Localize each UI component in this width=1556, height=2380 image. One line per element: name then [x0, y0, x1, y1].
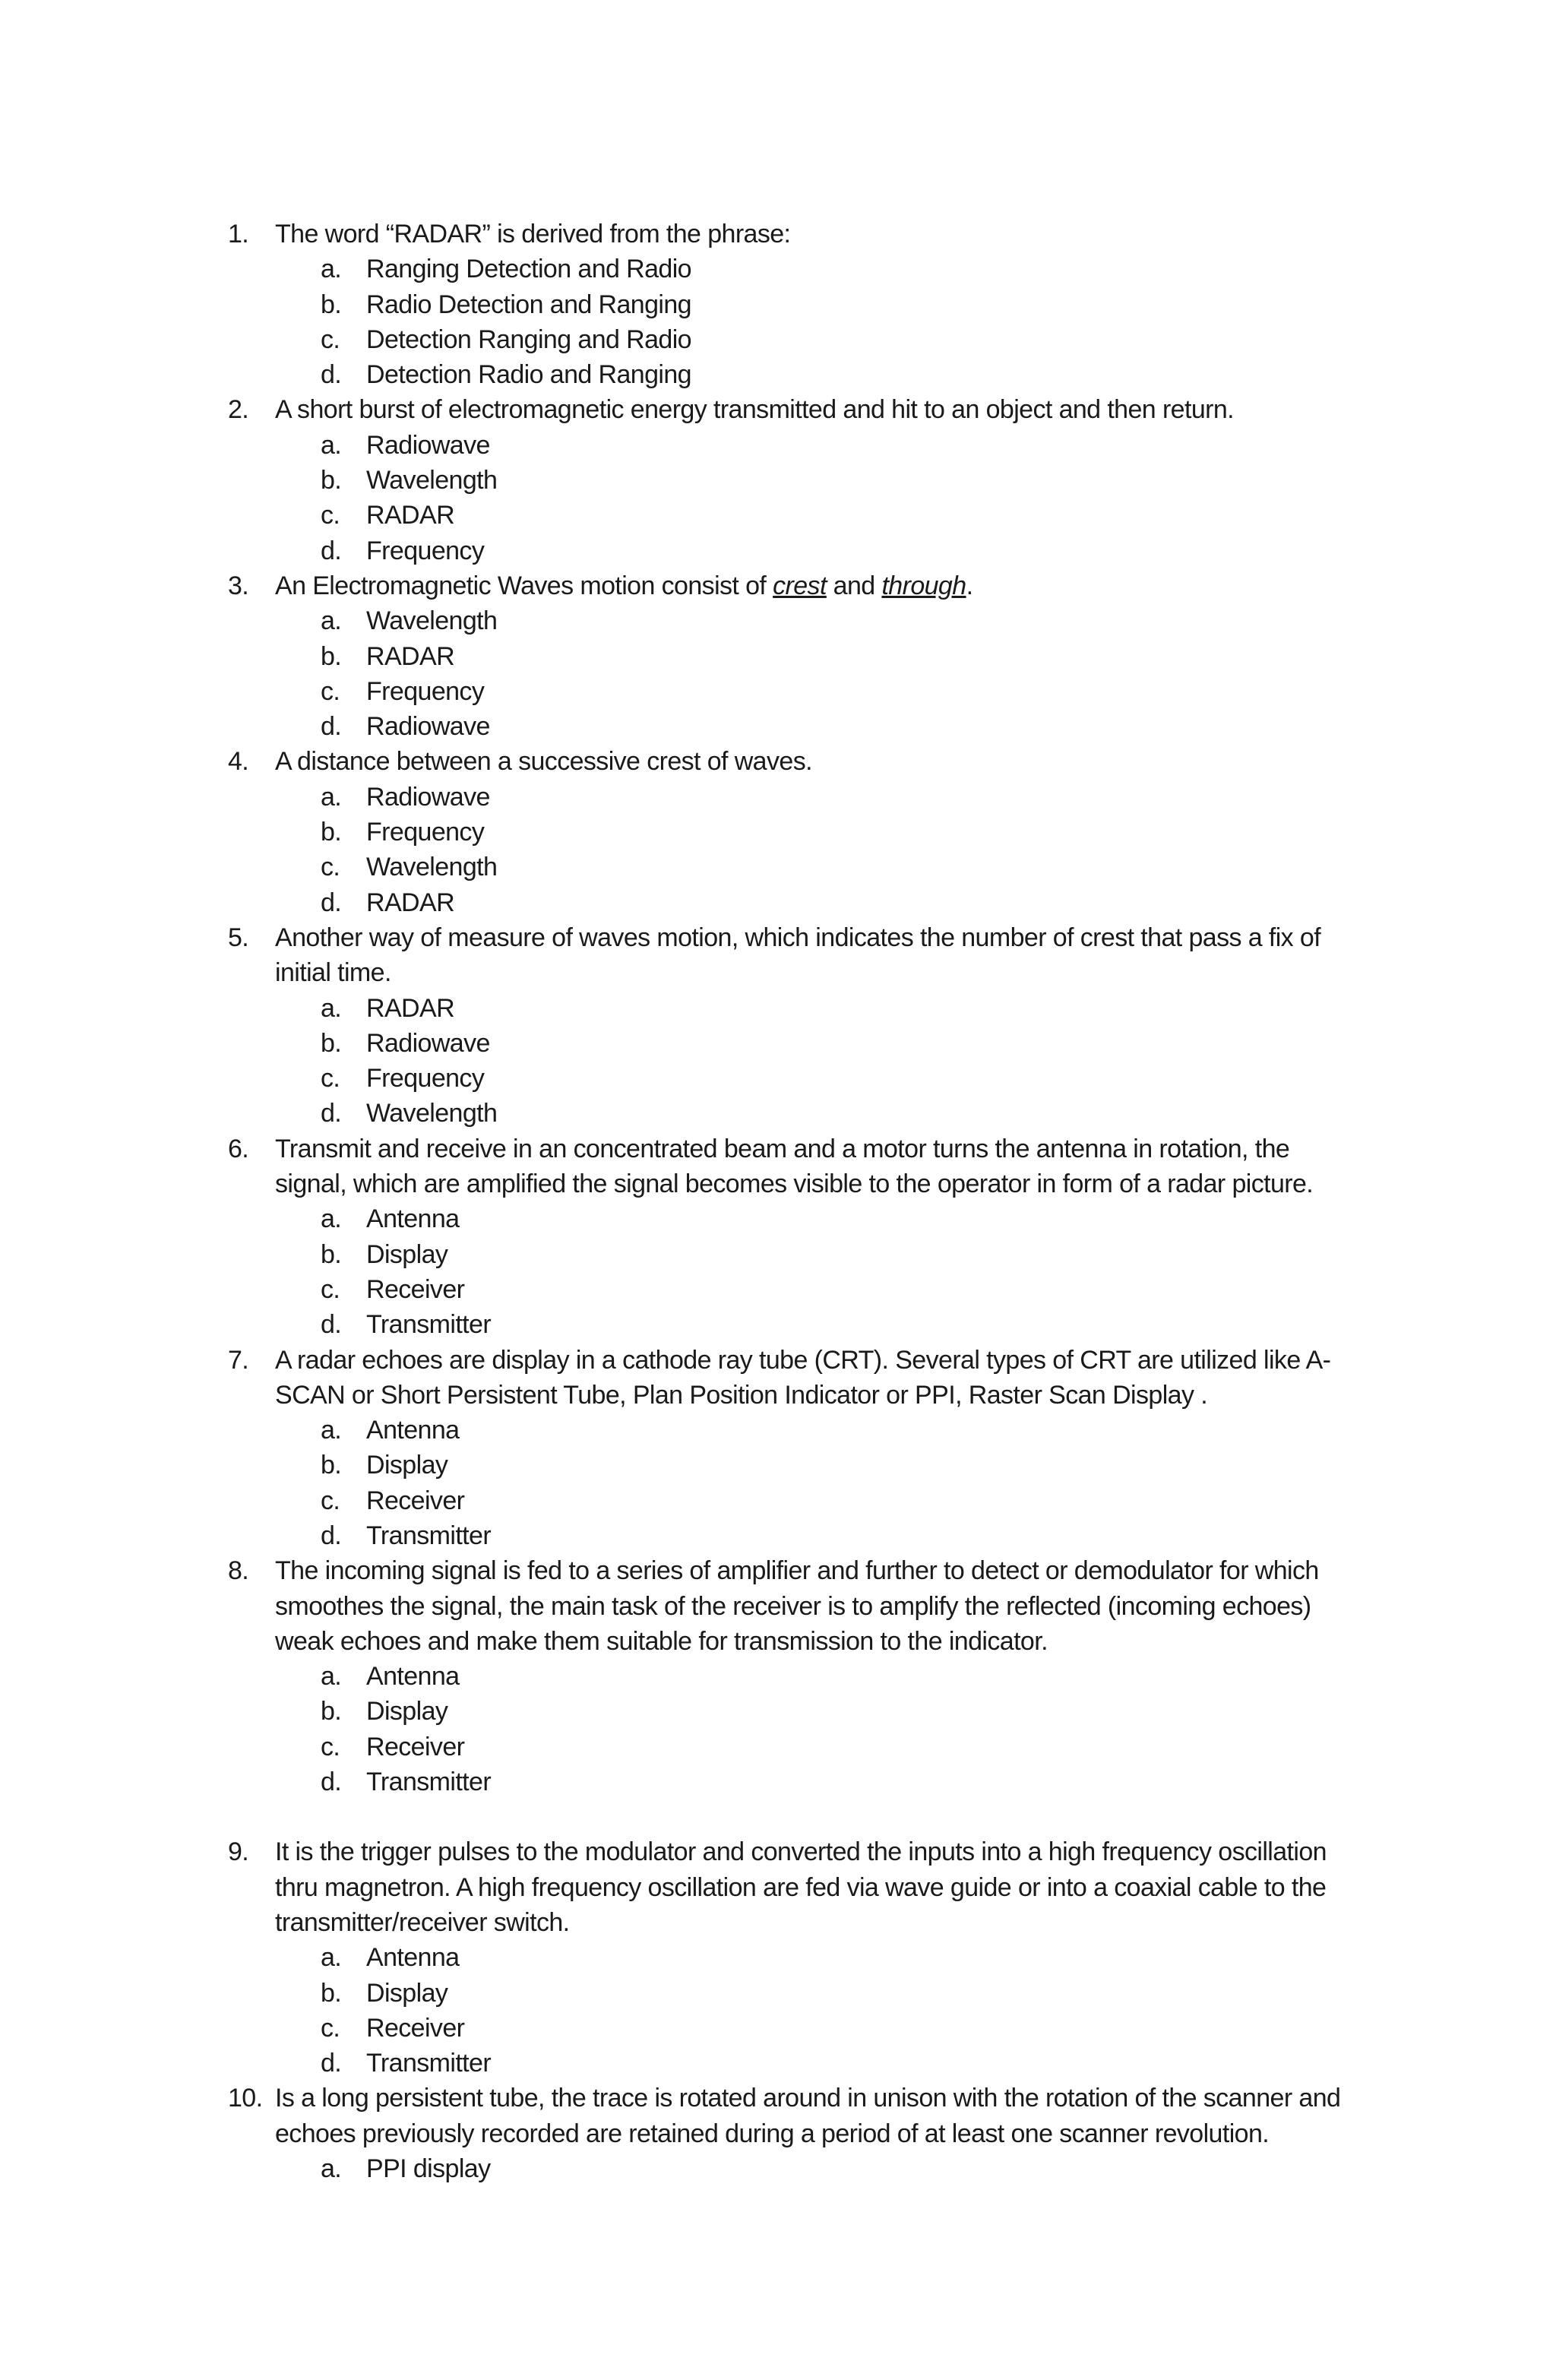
option-c	[228, 1730, 1368, 1764]
question-6	[228, 1131, 1368, 1343]
option-text: Antenna	[366, 1662, 460, 1692]
option-text: Radiowave	[366, 430, 490, 460]
option-b	[228, 463, 1368, 498]
option-letter: b.	[321, 1239, 342, 1269]
option-d	[228, 1307, 1368, 1342]
option-text: Detection Radio and Ranging	[366, 360, 691, 390]
option-letter: d.	[321, 712, 342, 742]
question-stem	[228, 1834, 1368, 1940]
question-text: A radar echoes are display in a cathode ray tube (CRT). Several types of CRT are utilized like A-SCAN or Short Persistent Tube, Plan Position Indicator or PPI, Raster Scan Display .	[275, 1345, 1331, 1410]
option-text: Antenna	[366, 1204, 460, 1234]
question-3	[228, 568, 1368, 744]
question-number: 1.	[228, 220, 249, 248]
option-list	[228, 1940, 1368, 2081]
option-letter: a.	[321, 2154, 342, 2184]
option-text: Wavelength	[366, 853, 498, 882]
option-letter: c.	[321, 676, 340, 706]
option-d	[228, 885, 1368, 920]
option-text: Transmitter	[366, 2049, 492, 2078]
option-letter: a.	[321, 1416, 342, 1445]
option-text: Transmitter	[366, 1521, 492, 1550]
option-b	[228, 1976, 1368, 2011]
option-letter: b.	[321, 1451, 342, 1480]
option-b	[228, 1026, 1368, 1061]
option-text: PPI display	[366, 2154, 491, 2184]
option-list	[228, 252, 1368, 392]
question-text: It is the trigger pulses to the modulator and converted the inputs into a high frequency oscillation thru magnetron. A high frequency oscillation are fed via wave guide or into a coaxial cable to the transmitter/receiver switch.	[275, 1837, 1327, 1937]
question-10	[228, 2081, 1368, 2186]
option-letter: a.	[321, 782, 342, 812]
emphasis-crest: crest	[773, 571, 827, 600]
question-text: The word “RADAR” is derived from the phrase:	[275, 220, 791, 248]
question-2	[228, 392, 1368, 568]
option-text: Transmitter	[366, 1768, 492, 1797]
option-letter: c.	[321, 324, 340, 354]
option-letter: b.	[321, 1697, 342, 1726]
option-a	[228, 1201, 1368, 1236]
option-letter: c.	[321, 2013, 340, 2043]
question-number: 10.	[228, 2084, 263, 2113]
question-stem	[228, 2081, 1368, 2151]
option-letter: d.	[321, 2049, 342, 2078]
option-text: Frequency	[366, 818, 485, 847]
question-text: A short burst of electromagnetic energy transmitted and hit to an object and then return.	[275, 395, 1235, 425]
option-d	[228, 2046, 1368, 2081]
option-letter: b.	[321, 641, 342, 671]
option-list	[228, 603, 1368, 744]
option-text: Radiowave	[366, 712, 490, 742]
option-letter: b.	[321, 1028, 342, 1058]
option-a	[228, 991, 1368, 1026]
option-text: Display	[366, 1239, 448, 1269]
option-letter: a.	[321, 606, 342, 636]
option-c	[228, 674, 1368, 709]
option-letter: c.	[321, 853, 340, 882]
option-letter: a.	[321, 430, 342, 460]
option-text: RADAR	[366, 888, 455, 917]
option-list	[228, 780, 1368, 920]
option-letter: b.	[321, 466, 342, 495]
option-text: Wavelength	[366, 466, 498, 495]
option-text: Frequency	[366, 536, 485, 565]
question-text: Another way of measure of waves motion, which indicates the number of crest that pass a fix of initial time.	[275, 923, 1321, 988]
question-number: 4.	[228, 747, 249, 777]
option-letter: b.	[321, 818, 342, 847]
option-letter: a.	[321, 993, 342, 1023]
emphasis-through: through	[881, 571, 966, 600]
question-stem	[228, 1553, 1368, 1659]
option-a	[228, 1940, 1368, 1975]
question-stem	[228, 1343, 1368, 1413]
option-b	[228, 1448, 1368, 1483]
option-c	[228, 1483, 1368, 1518]
option-d	[228, 1518, 1368, 1553]
question-text-mid: and	[826, 571, 882, 600]
option-c	[228, 322, 1368, 357]
option-letter: a.	[321, 1204, 342, 1234]
option-text: Wavelength	[366, 606, 498, 636]
question-stem	[228, 920, 1368, 991]
option-letter: d.	[321, 888, 342, 917]
option-text: Wavelength	[366, 1099, 498, 1128]
option-b	[228, 639, 1368, 674]
option-letter: d.	[321, 1521, 342, 1550]
option-a	[228, 428, 1368, 463]
option-list	[228, 1413, 1368, 1553]
option-b	[228, 287, 1368, 322]
question-text: Is a long persistent tube, the trace is rotated around in unison with the rotation of the scanner and echoes previously recorded are retained during a period of at least one scanner revolution.	[275, 2084, 1341, 2148]
option-letter: c.	[321, 501, 340, 530]
option-text: Transmitter	[366, 1310, 492, 1340]
question-stem	[228, 217, 1368, 252]
option-letter: b.	[321, 290, 342, 319]
question-number: 6.	[228, 1134, 249, 1163]
option-text: Receiver	[366, 1274, 465, 1304]
option-text: Display	[366, 1697, 448, 1726]
option-a	[228, 780, 1368, 815]
option-list	[228, 991, 1368, 1131]
option-a	[228, 1659, 1368, 1694]
option-letter: d.	[321, 1099, 342, 1128]
option-b	[228, 1237, 1368, 1272]
blank-line	[228, 1799, 1368, 1834]
question-number: 7.	[228, 1345, 249, 1375]
option-text: Display	[366, 1978, 448, 2008]
option-a	[228, 252, 1368, 286]
question-text: Transmit and receive in an concentrated beam and a motor turns the antenna in rotation, the signal, which are amplified the signal becomes visible to the operator in form of a radar picture.	[275, 1134, 1314, 1199]
option-a	[228, 1413, 1368, 1448]
question-list	[228, 217, 1368, 2186]
option-letter: a.	[321, 1943, 342, 1973]
option-text: Display	[366, 1451, 448, 1480]
question-number: 2.	[228, 395, 249, 425]
option-a	[228, 603, 1368, 638]
option-letter: c.	[321, 1732, 340, 1761]
option-letter: d.	[321, 1310, 342, 1340]
question-number: 9.	[228, 1837, 249, 1867]
option-c	[228, 1061, 1368, 1096]
question-text-after: .	[966, 571, 973, 600]
option-letter: c.	[321, 1274, 340, 1304]
option-text: Antenna	[366, 1943, 460, 1973]
option-d	[228, 1096, 1368, 1131]
option-letter: b.	[321, 1978, 342, 2008]
option-d	[228, 709, 1368, 744]
question-8	[228, 1553, 1368, 1799]
option-letter: a.	[321, 255, 342, 284]
option-d	[228, 357, 1368, 392]
question-9	[228, 1834, 1368, 2081]
option-list	[228, 1659, 1368, 1799]
option-text: Radio Detection and Ranging	[366, 290, 691, 319]
option-c	[228, 1272, 1368, 1307]
question-5	[228, 920, 1368, 1131]
option-b	[228, 1694, 1368, 1729]
option-letter: d.	[321, 536, 342, 565]
option-text: Radiowave	[366, 782, 490, 812]
question-text	[275, 568, 1368, 603]
option-a	[228, 2151, 1368, 2186]
option-text: Receiver	[366, 1486, 465, 1515]
question-1	[228, 217, 1368, 392]
option-letter: c.	[321, 1064, 340, 1093]
option-text: Frequency	[366, 1064, 485, 1093]
option-d	[228, 1764, 1368, 1799]
option-c	[228, 498, 1368, 533]
option-text: RADAR	[366, 501, 455, 530]
option-text: Frequency	[366, 676, 485, 706]
option-letter: a.	[321, 1662, 342, 1692]
option-text: RADAR	[366, 641, 455, 671]
question-stem	[228, 568, 1368, 603]
question-stem	[228, 744, 1368, 779]
question-text-before: An Electromagnetic Waves motion consist of	[275, 571, 773, 600]
question-number: 8.	[228, 1556, 249, 1586]
question-4	[228, 744, 1368, 919]
option-letter: d.	[321, 360, 342, 390]
option-list	[228, 1201, 1368, 1342]
option-letter: c.	[321, 1486, 340, 1515]
option-b	[228, 815, 1368, 850]
question-number: 3.	[228, 571, 249, 600]
question-7	[228, 1343, 1368, 1554]
question-text: The incoming signal is fed to a series of amplifier and further to detect or demodulator for which smoothes the signal, the main task of the receiver is to amplify the reflected (incoming echoes) weak echoes and make them suitable for transmission to the indicator.	[275, 1556, 1319, 1656]
option-text: Antenna	[366, 1416, 460, 1445]
option-text: Receiver	[366, 1732, 465, 1761]
option-list	[228, 2151, 1368, 2186]
option-text: Ranging Detection and Radio	[366, 255, 691, 284]
option-c	[228, 2011, 1368, 2046]
option-letter: d.	[321, 1768, 342, 1797]
question-number: 5.	[228, 923, 249, 952]
option-list	[228, 428, 1368, 568]
question-stem	[228, 392, 1368, 427]
question-text: A distance between a successive crest of waves.	[275, 747, 812, 777]
option-text: Radiowave	[366, 1028, 490, 1058]
option-text: Detection Ranging and Radio	[366, 324, 691, 354]
option-c	[228, 850, 1368, 885]
option-d	[228, 533, 1368, 568]
question-stem	[228, 1131, 1368, 1202]
option-text: Receiver	[366, 2013, 465, 2043]
option-text: RADAR	[366, 993, 455, 1023]
